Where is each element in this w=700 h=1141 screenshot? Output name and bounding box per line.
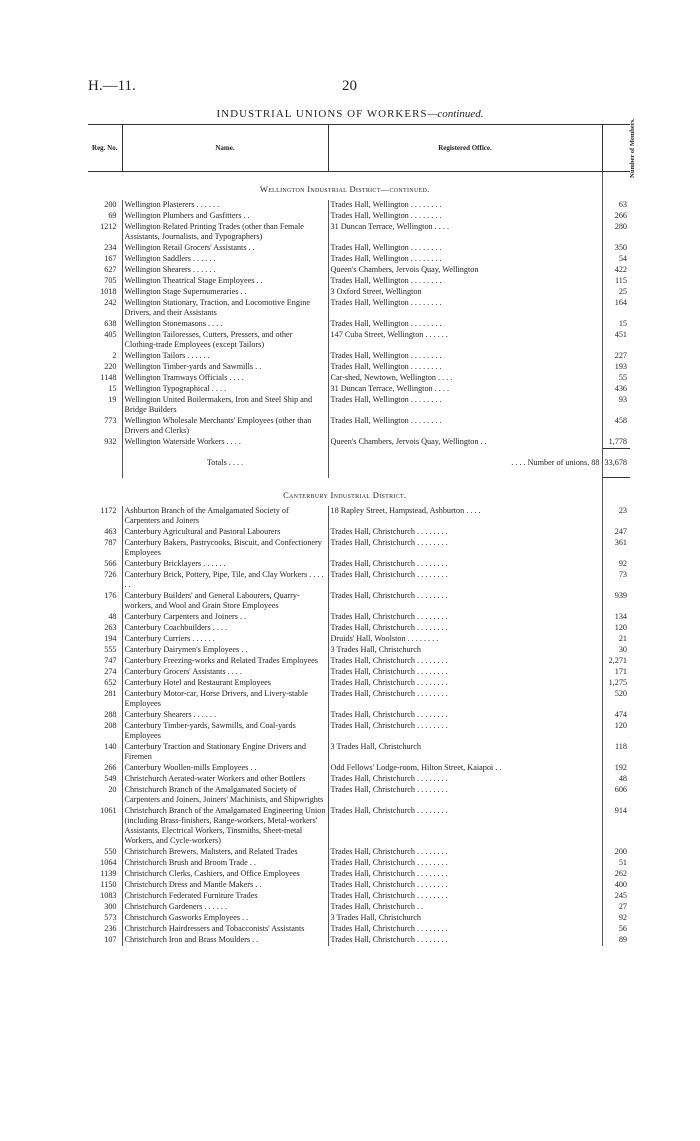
reg-number: 550: [104, 846, 117, 856]
registered-office: 147 Cuba Street, Wellington . . . . . .: [330, 330, 448, 339]
member-count: 520: [602, 689, 630, 710]
table-row: [88, 721, 630, 742]
registered-office: Trades Hall, Christchurch . . . . . . . .: [330, 805, 448, 815]
reg-number: 19: [108, 395, 117, 404]
reg-number: 1064: [100, 857, 117, 867]
union-name: Christchurch Brewers, Maltsters, and Related Trades: [122, 847, 328, 858]
member-count: 25: [602, 287, 630, 298]
registered-office: Trades Hall, Christchurch . . . . . . . .: [330, 720, 448, 730]
registered-office: Trades Hall, Christchurch . . . . . . . .: [330, 622, 448, 632]
union-name: Christchurch Brush and Broom Trade . .: [122, 858, 328, 869]
union-name: Canterbury Freezing-works and Related Trades Employees: [122, 656, 328, 667]
union-name: Wellington Wholesale Merchants' Employees (other than Drivers and Clerks): [122, 416, 328, 437]
member-count: 134: [602, 612, 630, 623]
registered-office: Trades Hall, Wellington . . . . . . . .: [330, 416, 442, 425]
registered-office: Trades Hall, Christchurch . . . . . . . .: [330, 590, 448, 600]
registered-office: Trades Hall, Christchurch . . . . . . . .: [330, 537, 448, 547]
reg-number: 208: [104, 720, 117, 730]
table-row: [88, 774, 630, 785]
member-count: 55: [602, 373, 630, 384]
reg-number: 167: [104, 254, 117, 263]
member-count: 350: [602, 243, 630, 254]
registered-office: Queen's Chambers, Jervois Quay, Wellington . .: [330, 437, 487, 446]
registered-office: Trades Hall, Wellington . . . . . . . .: [330, 351, 442, 360]
table-row: [88, 891, 630, 902]
member-count: 400: [602, 880, 630, 891]
union-name: Christchurch Branch of the Amalgamated Society of Carpenters and Joiners, Joiners' Machinists, and Shipwrights: [122, 785, 328, 806]
union-name: Canterbury Traction and Stationary Engine Drivers and Firemen: [122, 742, 328, 763]
union-name: Canterbury Builders' and General Labourers, Quarry-workers, and Wool and Grain Store Employees: [122, 591, 328, 612]
member-count: 266: [602, 211, 630, 222]
member-count: 1,275: [602, 678, 630, 689]
reg-number: 288: [104, 709, 117, 719]
table-row: [88, 924, 630, 935]
registered-office: Trades Hall, Christchurch . . . . . . . .: [330, 688, 448, 698]
table-row: [88, 623, 630, 634]
registered-office: Trades Hall, Wellington . . . . . . . .: [330, 395, 442, 404]
totals-union-count: . . . . Number of unions, 88: [511, 457, 600, 467]
reg-number: 274: [104, 666, 117, 676]
union-name: Wellington Tailors . . . . . .: [122, 351, 328, 362]
member-count: 92: [602, 559, 630, 570]
table-row: [88, 211, 630, 222]
member-count: 2,271: [602, 656, 630, 667]
wellington-section: [88, 172, 630, 449]
table-row: [88, 763, 630, 774]
table-row: [88, 265, 630, 276]
reg-number: 463: [104, 526, 117, 536]
member-count: 280: [602, 222, 630, 243]
reg-number: 1083: [100, 890, 117, 900]
registered-office: Trades Hall, Wellington . . . . . . . .: [330, 276, 442, 285]
member-count: 458: [602, 416, 630, 437]
member-count: 48: [602, 774, 630, 785]
table-row: [88, 656, 630, 667]
reg-number: 932: [104, 437, 117, 446]
union-name: Christchurch Dress and Mantle Makers . .: [122, 880, 328, 891]
table-row: [88, 538, 630, 559]
registered-office: Trades Hall, Christchurch . . . . . . . .: [330, 890, 448, 900]
table-row: [88, 689, 630, 710]
union-name: Christchurch Gardeners . . . . . .: [122, 902, 328, 913]
registered-office: Trades Hall, Wellington . . . . . . . .: [330, 211, 442, 220]
district-heading: Wellington Industrial District—continued.: [259, 184, 430, 194]
union-name: Wellington Theatrical Stage Employees . .: [122, 276, 328, 287]
member-count: 171: [602, 667, 630, 678]
member-count: 51: [602, 858, 630, 869]
table-row: [88, 384, 630, 395]
registered-office: Trades Hall, Christchurch . . . . . . . .: [330, 923, 448, 933]
reg-number: 566: [104, 558, 117, 568]
district-heading-row: [88, 172, 630, 201]
reg-number: 405: [104, 330, 117, 339]
union-name: Wellington Stage Supernumeraries . .: [122, 287, 328, 298]
member-count: 115: [602, 276, 630, 287]
union-name: Christchurch Aerated-water Workers and other Bottlers: [122, 774, 328, 785]
reg-number: 48: [108, 611, 117, 621]
table-header-row: [88, 125, 630, 172]
reg-number: 15: [108, 384, 117, 393]
registered-office: Odd Fellows' Lodge-room, Hilton Street, Kaiapoi . .: [330, 762, 502, 772]
union-name: Wellington United Boilermakers, Iron and Steel Ship and Bridge Builders: [122, 395, 328, 416]
member-count: 21: [602, 634, 630, 645]
union-name: Wellington Related Printing Trades (other than Female Assistants, Journalists, and Typographers): [122, 222, 328, 243]
union-name: Christchurch Hairdressers and Tobacconists' Assistants: [122, 924, 328, 935]
table-title: [0, 108, 700, 120]
registered-office: Trades Hall, Christchurch . . . . . . . .: [330, 846, 448, 856]
member-count: 1,778: [602, 437, 630, 449]
registered-office: Trades Hall, Christchurch . . . . . . . .: [330, 857, 448, 867]
registered-office: Trades Hall, Christchurch . . . . . . . .: [330, 558, 448, 568]
reg-number: 747: [104, 655, 117, 665]
union-name: Christchurch Gasworks Employees . .: [122, 913, 328, 924]
registered-office: Trades Hall, Wellington . . . . . . . .: [330, 243, 442, 252]
reg-number: 220: [104, 362, 117, 371]
registered-office: Trades Hall, Wellington . . . . . . . .: [330, 298, 442, 307]
table-row: [88, 351, 630, 362]
union-name: Wellington Tramways Officials . . . .: [122, 373, 328, 384]
table-row: [88, 298, 630, 319]
union-name: Wellington Shearers . . . . . .: [122, 265, 328, 276]
table-row: [88, 222, 630, 243]
union-name: Christchurch Iron and Brass Moulders . .: [122, 935, 328, 946]
reg-number: 1139: [100, 868, 117, 878]
reg-number: 787: [104, 537, 117, 547]
union-name: Christchurch Branch of the Amalgamated Engineering Union (including Brass-finishers, Range-workers, Metal-workers' Assistants, Electrical Workers, Tinsmiths, Sheet-metal Workers, and Cycle-workers): [122, 806, 328, 847]
table-row: [88, 287, 630, 298]
union-name: Wellington Stonemasons . . . .: [122, 319, 328, 330]
reg-number: 773: [104, 416, 117, 425]
member-count: 361: [602, 538, 630, 559]
reg-number: 69: [108, 211, 117, 220]
registered-office: Trades Hall, Christchurch . . . . . . . .: [330, 879, 448, 889]
member-count: 15: [602, 319, 630, 330]
table-row: [88, 678, 630, 689]
union-name: Canterbury Shearers . . . . . .: [122, 710, 328, 721]
registered-office: Trades Hall, Wellington . . . . . . . .: [330, 254, 442, 263]
registered-office: 3 Trades Hall, Christchurch: [330, 644, 422, 654]
reg-number: 107: [104, 934, 117, 944]
table-row: [88, 373, 630, 384]
unions-table: [88, 118, 636, 946]
registered-office: 31 Duncan Terrace, Wellington . . . .: [330, 222, 450, 231]
union-name: Wellington Tailoresses, Cutters, Pressers, and other Clothing-trade Employees (except Tailors): [122, 330, 328, 351]
reg-number: 726: [104, 569, 117, 579]
registered-office: Trades Hall, Christchurch . . . . . . . .: [330, 655, 448, 665]
reg-number: 652: [104, 677, 117, 687]
member-count: 120: [602, 623, 630, 634]
reg-number: 1148: [100, 373, 117, 382]
union-name: Wellington Plumbers and Gasfitters . .: [122, 211, 328, 222]
table-row: [88, 330, 630, 351]
reg-number: 266: [104, 762, 117, 772]
member-count: 56: [602, 924, 630, 935]
reg-number: 705: [104, 276, 117, 285]
union-name: Wellington Saddlers . . . . . .: [122, 254, 328, 265]
table-row: [88, 276, 630, 287]
member-count: 120: [602, 721, 630, 742]
reg-number: 638: [104, 319, 117, 328]
table-row: [88, 785, 630, 806]
reg-number: 2: [112, 351, 117, 360]
reg-number: 300: [104, 901, 117, 911]
member-count: 89: [602, 935, 630, 946]
union-name: Canterbury Agricultural and Pastoral Labourers: [122, 527, 328, 538]
member-count: 422: [602, 265, 630, 276]
registered-office: Trades Hall, Wellington . . . . . . . .: [330, 319, 442, 328]
reg-number: 263: [104, 622, 117, 632]
table-row: [88, 395, 630, 416]
totals-row: [88, 449, 630, 478]
district-heading-spacer: [602, 172, 630, 201]
union-name: Christchurch Federated Furniture Trades: [122, 891, 328, 902]
table-row: [88, 858, 630, 869]
reg-number: 555: [104, 644, 117, 654]
registered-office: Trades Hall, Christchurch . . . . . . . .: [330, 868, 448, 878]
registered-office: Trades Hall, Christchurch . . . . . . . .: [330, 773, 448, 783]
member-count: 27: [602, 902, 630, 913]
report-reference: H.—11.: [88, 78, 136, 94]
union-name: Ashburton Branch of the Amalgamated Society of Carpenters and Joiners: [122, 506, 328, 527]
table-row: [88, 243, 630, 254]
table-row: [88, 935, 630, 946]
totals-label: Totals . . . .: [122, 449, 328, 478]
reg-number: 200: [104, 200, 117, 209]
title-suffix: —continued.: [427, 108, 484, 120]
table-row: [88, 710, 630, 721]
union-name: Wellington Retail Grocers' Assistants . .: [122, 243, 328, 254]
member-count: 606: [602, 785, 630, 806]
registered-office: Trades Hall, Christchurch . . . . . . . .: [330, 934, 448, 944]
registered-office: 3 Trades Hall, Christchurch: [330, 912, 422, 922]
table-row: [88, 645, 630, 656]
table-row: [88, 667, 630, 678]
union-name: Canterbury Bakers, Pastrycooks, Biscuit, and Confectionery Employees: [122, 538, 328, 559]
table-row: [88, 527, 630, 538]
member-count: 192: [602, 763, 630, 774]
member-count: 30: [602, 645, 630, 656]
union-name: Canterbury Hotel and Restaurant Employees: [122, 678, 328, 689]
table-row: [88, 570, 630, 591]
member-count: 247: [602, 527, 630, 538]
member-count: 93: [602, 395, 630, 416]
col-members-label: Number of Members.: [628, 118, 636, 178]
registered-office: 18 Rapley Street, Hampstead, Ashburton . . . .: [330, 505, 481, 515]
union-name: Wellington Plasterers . . . . . .: [122, 200, 328, 211]
reg-number: 242: [104, 298, 117, 307]
union-name: Wellington Waterside Workers . . . .: [122, 437, 328, 449]
registered-office: Trades Hall, Christchurch . . . . . . . .: [330, 677, 448, 687]
reg-number: 1172: [100, 505, 117, 515]
union-name: Canterbury Curriers . . . . . .: [122, 634, 328, 645]
reg-number: 236: [104, 923, 117, 933]
union-name: Canterbury Carpenters and Joiners . .: [122, 612, 328, 623]
member-count: 200: [602, 847, 630, 858]
table-row: [88, 612, 630, 623]
table-row: [88, 559, 630, 570]
table-row: [88, 200, 630, 211]
table-row: [88, 847, 630, 858]
member-count: 54: [602, 254, 630, 265]
registered-office: Trades Hall, Christchurch . . . . . . . .: [330, 709, 448, 719]
reg-number: 549: [104, 773, 117, 783]
registered-office: Trades Hall, Christchurch . . . . . . . .: [330, 611, 448, 621]
member-count: 474: [602, 710, 630, 721]
registered-office: Trades Hall, Christchurch . .: [330, 901, 424, 911]
union-name: Christchurch Clerks, Cashiers, and Office Employees: [122, 869, 328, 880]
registered-office: 31 Duncan Terrace, Wellington . . . .: [330, 384, 450, 393]
member-count: 939: [602, 591, 630, 612]
registered-office: Trades Hall, Wellington . . . . . . . .: [330, 200, 442, 209]
registered-office: Queen's Chambers, Jervois Quay, Wellington: [330, 265, 479, 274]
union-name: Wellington Stationary, Traction, and Locomotive Engine Drivers, and their Assistants: [122, 298, 328, 319]
wellington-totals: [88, 449, 630, 478]
table-row: [88, 869, 630, 880]
union-name: Canterbury Motor-car, Horse Drivers, and Livery-stable Employees: [122, 689, 328, 710]
table-row: [88, 506, 630, 527]
registered-office: Car-shed, Newtown, Wellington . . . .: [330, 373, 453, 382]
totals-members: 33,678: [602, 449, 630, 478]
member-count: 118: [602, 742, 630, 763]
reg-number: 194: [104, 633, 117, 643]
reg-number: 627: [104, 265, 117, 274]
page-number: 20: [342, 78, 357, 94]
member-count: 193: [602, 362, 630, 373]
union-name: Canterbury Bricklayers . . . . . .: [122, 559, 328, 570]
col-members-header: [602, 118, 636, 178]
table-row: [88, 437, 630, 449]
district-heading-spacer: [602, 478, 630, 506]
reg-number: 281: [104, 688, 117, 698]
member-count: 451: [602, 330, 630, 351]
table-row: [88, 416, 630, 437]
reg-number: 140: [104, 741, 117, 751]
union-name: Canterbury Brick, Pottery, Pipe, Tile, and Clay Workers . . . . . .: [122, 570, 328, 591]
district-heading: Canterbury Industrial District.: [283, 489, 407, 500]
col-office-header: Registered Office.: [328, 125, 602, 172]
member-count: 262: [602, 869, 630, 880]
col-reg-header: Reg. No.: [88, 125, 122, 172]
union-name: Canterbury Coachbuilders . . . .: [122, 623, 328, 634]
table-row: [88, 634, 630, 645]
member-count: 92: [602, 913, 630, 924]
reg-number: 20: [108, 784, 117, 794]
reg-number: 573: [104, 912, 117, 922]
union-name: Canterbury Dairymen's Employees . .: [122, 645, 328, 656]
union-name: Wellington Timber-yards and Sawmills . .: [122, 362, 328, 373]
reg-number: 1150: [100, 879, 117, 889]
table-row: [88, 591, 630, 612]
registered-office: Trades Hall, Christchurch . . . . . . . .: [330, 569, 448, 579]
district-heading-row: [88, 478, 630, 506]
reg-number: 1061: [100, 805, 117, 815]
registered-office: Trades Hall, Christchurch . . . . . . . .: [330, 526, 448, 536]
union-name: Wellington Typographical . . . .: [122, 384, 328, 395]
reg-number: 234: [104, 243, 117, 252]
member-count: 73: [602, 570, 630, 591]
member-count: 436: [602, 384, 630, 395]
totals-reg: [88, 449, 122, 478]
registered-office: Druids' Hall, Woolston . . . . . . . .: [330, 633, 439, 643]
table-row: [88, 362, 630, 373]
registered-office: 3 Trades Hall, Christchurch: [330, 741, 422, 751]
union-name: Canterbury Timber-yards, Sawmills, and Coal-yards Employees: [122, 721, 328, 742]
member-count: 23: [602, 506, 630, 527]
col-name-header: Name.: [122, 125, 328, 172]
table-row: [88, 806, 630, 847]
member-count: 164: [602, 298, 630, 319]
reg-number: 176: [104, 590, 117, 600]
reg-number: 1212: [100, 222, 117, 231]
member-count: 914: [602, 806, 630, 847]
table-row: [88, 254, 630, 265]
title-main: INDUSTRIAL UNIONS OF WORKERS: [216, 108, 428, 120]
table-row: [88, 319, 630, 330]
table-row: [88, 902, 630, 913]
reg-number: 1018: [100, 287, 117, 296]
member-count: 227: [602, 351, 630, 362]
table-row: [88, 742, 630, 763]
member-count: 245: [602, 891, 630, 902]
table-row: [88, 880, 630, 891]
union-name: Canterbury Woollen-mills Employees . .: [122, 763, 328, 774]
registered-office: Trades Hall, Wellington . . . . . . . .: [330, 362, 442, 371]
registered-office: Trades Hall, Christchurch . . . . . . . .: [330, 666, 448, 676]
table-row: [88, 913, 630, 924]
member-count: 63: [602, 200, 630, 211]
registered-office: 3 Oxford Street, Wellington: [330, 287, 422, 296]
union-name: Canterbury Grocers' Assistants . . . .: [122, 667, 328, 678]
canterbury-section: [88, 478, 630, 946]
registered-office: Trades Hall, Christchurch . . . . . . . .: [330, 784, 448, 794]
